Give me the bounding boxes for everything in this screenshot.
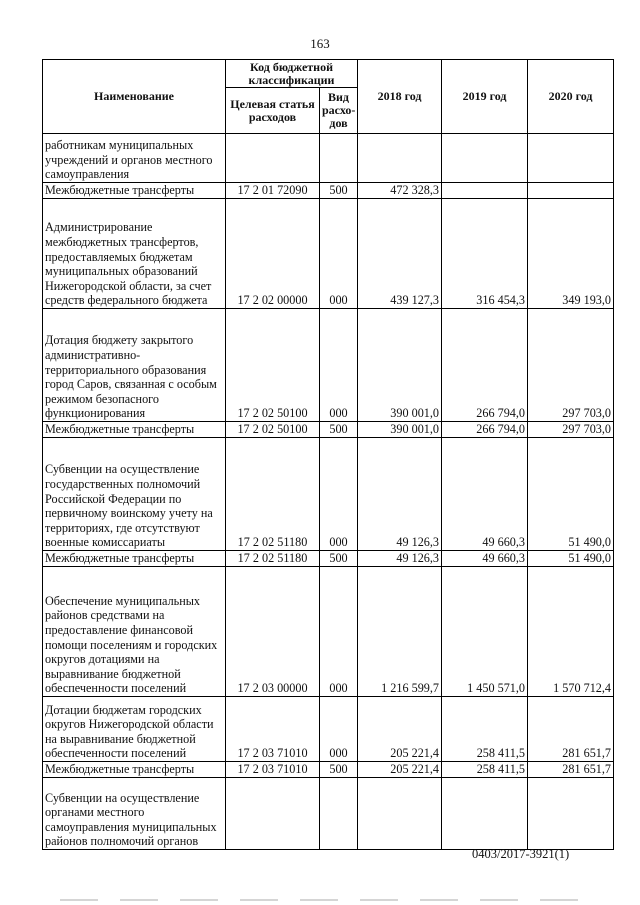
row-value-2020	[528, 778, 614, 850]
row-name: работникам муниципальных учреждений и органов местного самоуправления	[43, 134, 226, 183]
budget-table	[42, 59, 614, 850]
row-value-2019: 1 450 571,0	[442, 567, 528, 697]
row-expense-type: 500	[320, 551, 358, 567]
row-value-2018: 205 221,4	[358, 697, 442, 762]
row-value-2020: 297 703,0	[528, 422, 614, 438]
row-value-2019	[442, 778, 528, 850]
row-value-2018: 49 126,3	[358, 438, 442, 551]
row-value-2020: 51 490,0	[528, 438, 614, 551]
row-target-article: 17 2 01 72090	[226, 183, 320, 199]
header-2020: 2020 год	[528, 60, 614, 134]
row-name: Межбюджетные трансферты	[43, 422, 226, 438]
header-2019: 2019 год	[442, 60, 528, 134]
table-row	[43, 422, 614, 438]
row-name: Межбюджетные трансферты	[43, 762, 226, 778]
row-value-2020	[528, 183, 614, 199]
header-code-group: Код бюджетной классификации	[226, 60, 358, 88]
row-value-2020: 51 490,0	[528, 551, 614, 567]
table-row	[43, 438, 614, 551]
row-target-article: 17 2 02 00000	[226, 199, 320, 309]
row-value-2020: 281 651,7	[528, 762, 614, 778]
row-value-2018	[358, 778, 442, 850]
table-row	[43, 309, 614, 422]
row-value-2018	[358, 134, 442, 183]
header-target-article: Целевая статья расходов	[226, 88, 320, 134]
row-target-article	[226, 134, 320, 183]
row-target-article: 17 2 03 71010	[226, 762, 320, 778]
row-target-article	[226, 778, 320, 850]
page-number: 163	[310, 36, 330, 51]
table-row	[43, 134, 614, 183]
row-target-article: 17 2 03 71010	[226, 697, 320, 762]
table-row	[43, 567, 614, 697]
row-expense-type: 000	[320, 697, 358, 762]
row-name: Межбюджетные трансферты	[43, 551, 226, 567]
row-expense-type: 000	[320, 438, 358, 551]
row-name: Дотация бюджету закрытого административно-территориального образования город Саров, связанная с особым режимом безопасного функционирования	[43, 309, 226, 422]
row-target-article: 17 2 02 51180	[226, 551, 320, 567]
row-target-article: 17 2 02 50100	[226, 422, 320, 438]
row-expense-type: 500	[320, 422, 358, 438]
row-name: Дотации бюджетам городских округов Нижегородской области на выравнивание бюджетной обеспеченности поселений	[43, 697, 226, 762]
row-name: Субвенции на осуществление государственных полномочий Российской Федерации по первичному воинскому учету на территориях, где отсутствуют военные комиссариаты	[43, 438, 226, 551]
table-row	[43, 762, 614, 778]
row-value-2019: 49 660,3	[442, 438, 528, 551]
row-value-2020: 297 703,0	[528, 309, 614, 422]
row-value-2019: 266 794,0	[442, 309, 528, 422]
row-value-2018: 49 126,3	[358, 551, 442, 567]
table-row	[43, 199, 614, 309]
row-expense-type: 000	[320, 567, 358, 697]
table-row	[43, 551, 614, 567]
row-value-2019	[442, 183, 528, 199]
row-value-2019	[442, 134, 528, 183]
row-value-2019: 258 411,5	[442, 697, 528, 762]
table-row	[43, 183, 614, 199]
row-value-2019: 258 411,5	[442, 762, 528, 778]
row-name: Обеспечение муниципальных районов средствами на предоставление финансовой помощи поселениям и городских округов дотациями на выравнивание бюджетной обеспеченности поселений	[43, 567, 226, 697]
row-target-article: 17 2 02 51180	[226, 438, 320, 551]
row-value-2018: 205 221,4	[358, 762, 442, 778]
row-expense-type: 500	[320, 183, 358, 199]
row-expense-type: 000	[320, 199, 358, 309]
bleed-through-text	[60, 899, 580, 901]
row-value-2018: 1 216 599,7	[358, 567, 442, 697]
table-row	[43, 778, 614, 850]
row-expense-type	[320, 778, 358, 850]
table-row	[43, 697, 614, 762]
row-name: Администрирование межбюджетных трансфертов, предоставляемых бюджетам муниципальных образований Нижегородской области, за счет средств федерального бюджета	[43, 199, 226, 309]
document-code: 0403/2017-3921(1)	[472, 847, 570, 861]
header-2018: 2018 год	[358, 60, 442, 134]
row-value-2019: 49 660,3	[442, 551, 528, 567]
row-value-2019: 266 794,0	[442, 422, 528, 438]
row-value-2019: 316 454,3	[442, 199, 528, 309]
row-value-2020	[528, 134, 614, 183]
row-expense-type: 000	[320, 309, 358, 422]
header-name: Наименование	[43, 60, 226, 134]
row-value-2018: 390 001,0	[358, 309, 442, 422]
row-target-article: 17 2 03 00000	[226, 567, 320, 697]
row-target-article: 17 2 02 50100	[226, 309, 320, 422]
row-value-2020: 281 651,7	[528, 697, 614, 762]
row-value-2018: 439 127,3	[358, 199, 442, 309]
row-value-2018: 472 328,3	[358, 183, 442, 199]
row-value-2018: 390 001,0	[358, 422, 442, 438]
row-name: Межбюджетные трансферты	[43, 183, 226, 199]
row-name: Субвенции на осуществление органами местного самоуправления муниципальных районов полномочий органов	[43, 778, 226, 850]
row-expense-type: 500	[320, 762, 358, 778]
row-value-2020: 349 193,0	[528, 199, 614, 309]
header-expense-type: Вид расхо-дов	[320, 88, 358, 134]
row-expense-type	[320, 134, 358, 183]
row-value-2020: 1 570 712,4	[528, 567, 614, 697]
